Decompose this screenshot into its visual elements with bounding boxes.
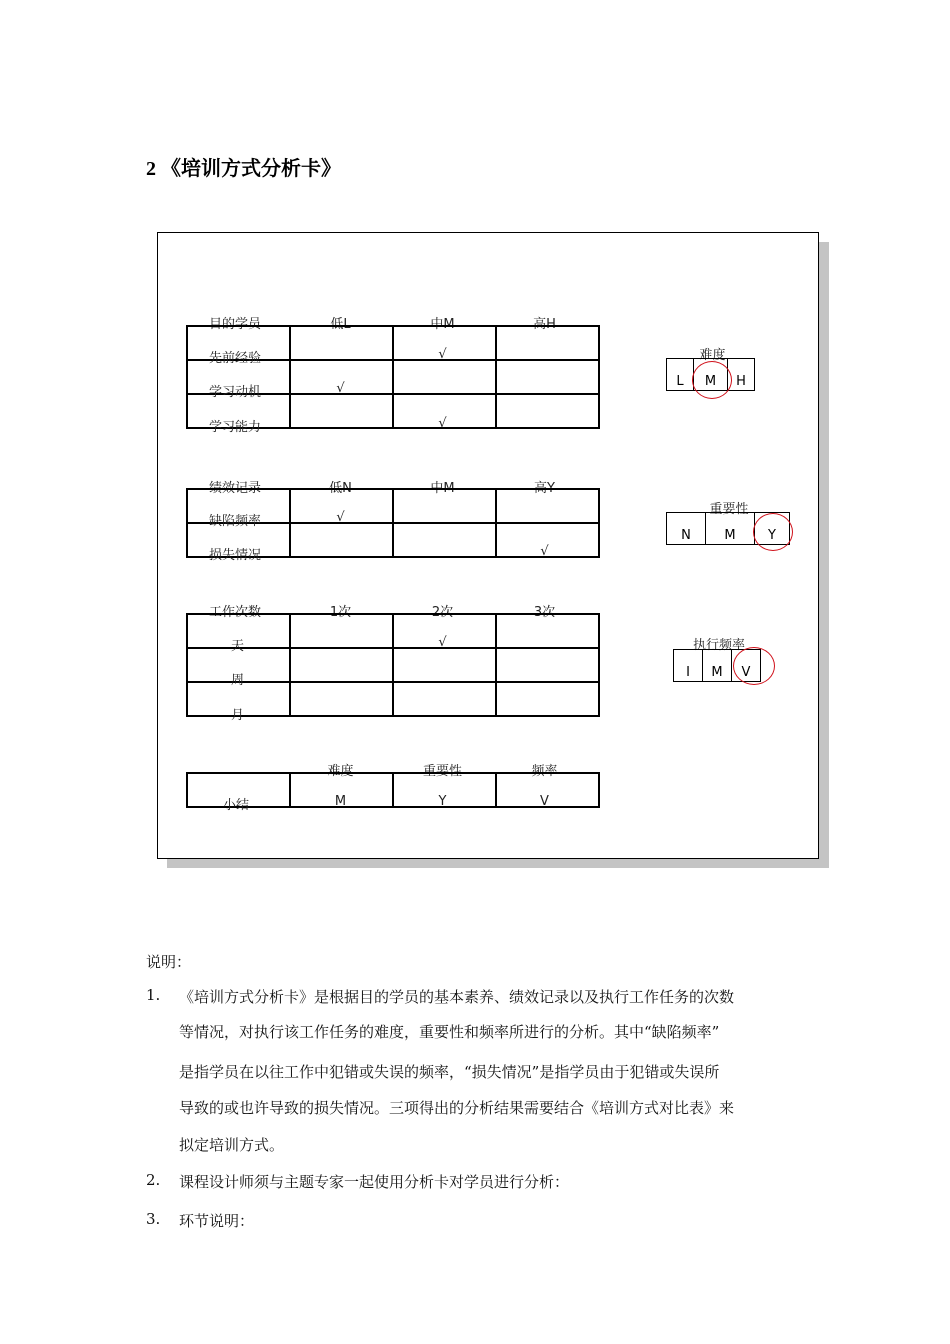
section3-col-3: 3次 bbox=[533, 605, 556, 620]
section1-row-label: 学习能力 bbox=[209, 420, 262, 435]
check-mark: √ bbox=[438, 347, 447, 362]
summary-col-difficulty: 难度 bbox=[327, 764, 354, 779]
check-mark: √ bbox=[540, 544, 549, 559]
summary-value: Y bbox=[438, 794, 447, 809]
section1-col-low: 低L bbox=[330, 317, 351, 332]
summary-value: V bbox=[540, 794, 549, 809]
section3-col-1: 1次 bbox=[329, 605, 352, 620]
section2-row-label: 缺陷频率 bbox=[209, 514, 262, 529]
note-number: 2. bbox=[146, 1171, 161, 1189]
section2-corner-label: 绩效记录 bbox=[209, 481, 262, 496]
check-mark: √ bbox=[438, 416, 447, 431]
section1-corner-label: 目的学员 bbox=[209, 317, 262, 332]
summary-col-frequency: 频率 bbox=[531, 764, 558, 779]
notes-heading: 说明： bbox=[146, 953, 192, 971]
note-line: 导致的或也许导致的损失情况。三项得出的分析结果需要结合《培训方式对比表》来 bbox=[179, 1099, 735, 1117]
selected-circle bbox=[692, 361, 732, 399]
section1-col-high: 高H bbox=[533, 317, 556, 332]
rating-option: M bbox=[703, 650, 732, 682]
section1-grid bbox=[186, 325, 600, 429]
section3-row-label: 周 bbox=[231, 673, 245, 688]
section1-row-label: 学习动机 bbox=[209, 385, 262, 400]
selected-circle bbox=[753, 513, 793, 551]
rating-option: I bbox=[674, 650, 703, 682]
rating-option: M bbox=[706, 513, 755, 545]
note-number: 1. bbox=[146, 986, 161, 1004]
note-line: 环节说明： bbox=[179, 1212, 255, 1230]
check-mark: √ bbox=[336, 381, 345, 396]
rating-option: Y bbox=[755, 513, 790, 545]
section3-col-2: 2次 bbox=[431, 605, 454, 620]
section3-grid bbox=[186, 613, 600, 717]
summary-label: 小结 bbox=[223, 798, 250, 813]
note-line: 《培训方式分析卡》是根据目的学员的基本素养、绩效记录以及执行工作任务的次数 bbox=[179, 988, 735, 1006]
note-line: 是指学员在以往工作中犯错或失误的频率，“损失情况”是指学员由于犯错或失误所 bbox=[179, 1063, 720, 1081]
note-line: 课程设计师须与主题专家一起使用分析卡对学员进行分析： bbox=[179, 1173, 570, 1191]
section2-row-label: 损失情况 bbox=[209, 548, 262, 563]
section3-row-label: 天 bbox=[231, 639, 245, 654]
rating-importance-title: 重要性 bbox=[709, 502, 749, 517]
note-line: 拟定培训方式。 bbox=[179, 1136, 285, 1154]
rating-difficulty-title: 难度 bbox=[699, 348, 726, 363]
rating-option: N bbox=[667, 513, 706, 545]
rating-option: V bbox=[732, 650, 761, 682]
selected-circle bbox=[733, 647, 775, 685]
rating-option: H bbox=[728, 359, 755, 391]
rating-frequency-title: 执行频率 bbox=[692, 638, 745, 653]
section1-row-label: 先前经验 bbox=[209, 351, 262, 366]
summary-col-importance: 重要性 bbox=[422, 764, 462, 779]
rating-option: M bbox=[694, 359, 728, 391]
check-mark: √ bbox=[438, 635, 447, 650]
section2-col-mid: 中M bbox=[430, 481, 455, 496]
section3-row-label: 月 bbox=[231, 708, 245, 723]
note-number: 3. bbox=[146, 1210, 161, 1228]
section2-col-high: 高Y bbox=[534, 481, 555, 496]
section3-corner-label: 工作次数 bbox=[209, 605, 262, 620]
section1-col-mid: 中M bbox=[430, 317, 455, 332]
page-title: 2 《培训方式分析卡》 bbox=[146, 158, 341, 180]
rating-option: L bbox=[667, 359, 694, 391]
section2-col-low: 低N bbox=[329, 481, 352, 496]
note-line: 等情况，对执行该工作任务的难度，重要性和频率所进行的分析。其中“缺陷频率” bbox=[179, 1023, 720, 1041]
check-mark: √ bbox=[336, 510, 345, 525]
summary-value: M bbox=[334, 794, 347, 809]
